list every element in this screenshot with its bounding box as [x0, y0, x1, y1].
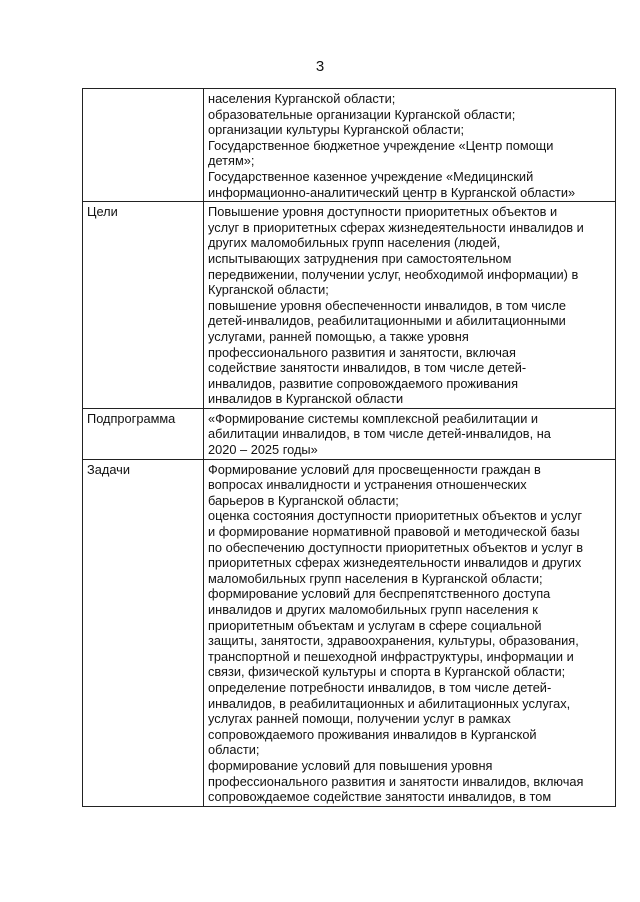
- program-passport-table: [82, 88, 616, 807]
- content-line: и формирование нормативной правовой и методической базы: [208, 524, 580, 540]
- content-line: профессионального развития и занятости, включая: [208, 344, 516, 360]
- content-line: приоритетным объектам и услугам в сфере социальной: [208, 617, 542, 633]
- content-line: детям»;: [208, 153, 255, 169]
- row-label-goals: Цели: [83, 202, 204, 409]
- content-line: оценка состояния доступности приоритетных объектов и услуг: [208, 508, 583, 524]
- table-row: [83, 408, 616, 459]
- content-line: барьеров в Курганской области;: [208, 492, 399, 508]
- row-content: [204, 408, 616, 459]
- row-label-subprogram: Подпрограмма: [83, 408, 204, 459]
- row-content: [204, 459, 616, 806]
- content-line: приоритетных сферах жизнедеятельности инвалидов и других: [208, 555, 582, 571]
- content-line: Повышение уровня доступности приоритетных объектов и: [208, 204, 558, 220]
- content-line: вопросах инвалидности и устранения отношенческих: [208, 477, 527, 493]
- content-line: профессионального развития и занятости инвалидов, включая: [208, 773, 584, 789]
- content-line: транспортной и пешеходной инфраструктуры, информации и: [208, 648, 574, 664]
- content-line: других маломобильных групп населения (людей,: [208, 235, 501, 251]
- content-line: защиты, занятости, здравоохранения, культуры, образования,: [208, 633, 579, 649]
- content-line: населения Курганской области;: [208, 91, 396, 106]
- content-line: маломобильных групп населения в Курганской области;: [208, 570, 543, 586]
- content-line: сопровождаемое содействие занятости инвалидов, в том: [208, 789, 552, 805]
- content-line: повышение уровня обеспеченности инвалидов, в том числе: [208, 297, 567, 313]
- content-line: инвалидов, развитие сопровождаемого проживания: [208, 375, 519, 391]
- content-line: Курганской области;: [208, 282, 329, 298]
- table-row: [83, 202, 616, 409]
- row-content: [204, 89, 616, 202]
- content-line: информационно-аналитический центр в Курганской области»: [208, 184, 576, 200]
- content-line: Государственное бюджетное учреждение «Центр помощи: [208, 137, 554, 153]
- content-line: инвалидов, в реабилитационных и абилитационных услугах,: [208, 695, 571, 711]
- content-line: формирование условий для повышения уровня: [208, 757, 493, 773]
- content-line: Государственное казенное учреждение «Медицинский: [208, 168, 534, 184]
- content-line: детей-инвалидов, реабилитационными и абилитационными: [208, 313, 566, 329]
- page-number: 3: [315, 58, 325, 75]
- content-line: Формирование условий для просвещенности граждан в: [208, 461, 541, 477]
- content-line: связи, физической культуры и спорта в Курганской области;: [208, 664, 566, 680]
- table-row: [83, 89, 616, 202]
- content-line: «Формирование системы комплексной реабилитации и: [208, 410, 539, 426]
- content-line: формирование условий для беспрепятственного доступа: [208, 586, 551, 602]
- content-line: абилитации инвалидов, в том числе детей-инвалидов, на: [208, 426, 551, 442]
- row-label: [83, 89, 204, 202]
- passport-table-body: [83, 89, 616, 807]
- content-line: по обеспечению доступности приоритетных объектов и услуг в: [208, 539, 584, 555]
- content-line: передвижении, получении услуг, необходимой информации) в: [208, 266, 579, 282]
- content-line: услугами, ранней помощью, а также уровня: [208, 328, 469, 344]
- table-row: [83, 459, 616, 806]
- content-line: 2020 – 2025 годы»: [208, 442, 318, 458]
- row-content: [204, 202, 616, 409]
- row-label-tasks: Задачи: [83, 459, 204, 806]
- content-line: услугах ранней помощи, получении услуг в рамках: [208, 711, 511, 727]
- content-line: области;: [208, 742, 260, 758]
- content-line: определение потребности инвалидов, в том числе детей-: [208, 679, 552, 695]
- content-line: организации культуры Курганской области;: [208, 122, 465, 138]
- content-line: содействие занятости инвалидов, в том числе детей-: [208, 360, 527, 376]
- content-line: инвалидов и других маломобильных групп населения к: [208, 602, 538, 617]
- content-line: образовательные организации Курганской области;: [208, 106, 516, 122]
- content-line: сопровождаемого проживания инвалидов в Курганской: [208, 726, 537, 742]
- content-line: инвалидов в Курганской области: [208, 391, 404, 407]
- content-line: испытывающих затруднения при самостоятельном: [208, 250, 512, 266]
- content-line: услуг в приоритетных сферах жизнедеятельности инвалидов и: [208, 219, 584, 235]
